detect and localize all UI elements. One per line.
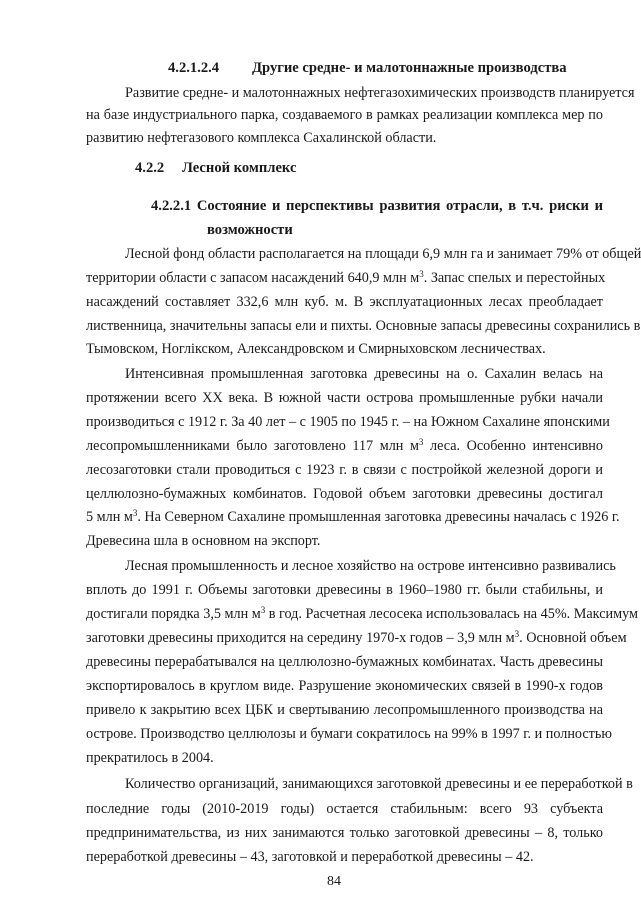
heading-title-line2: возможности: [207, 222, 293, 238]
paragraph-line: прекратилось в 2004.: [86, 750, 214, 766]
heading-4-2-2-1-line2: [207, 222, 293, 239]
paragraph-line: территории области с запасом насаждений 640,9 млн $м^3$. Запас спелых и перестойных: [86, 269, 606, 286]
paragraph-line: Древесина шла в основном на экспорт.: [86, 533, 321, 549]
heading-title: Другие средне- и малотоннажные производства: [252, 60, 567, 76]
superscript: 3: [132, 508, 138, 518]
heading-4-2-1-2-4: [168, 60, 567, 77]
paragraph-line: древесины перерабатывался на целлюлозно-бумажных комбинатах. Часть древесины: [86, 654, 603, 670]
paragraph-line: достигали порядка 3,5 млн $м^3$ в год. Расчетная лесосека использовалась на 45%. Максимум: [86, 605, 638, 622]
paragraph-line: Тымовском, Ноглікском, Александровском и Смирныховском лесничествах.: [86, 341, 546, 357]
paragraph-line: Интенсивная промышленная заготовка древесины на о. Сахалин велась на: [125, 366, 603, 382]
paragraph-line: заготовки древесины приходится на середину 1970-х годов – 3,9 млн $м^3$. Основной объем: [86, 629, 627, 646]
paragraph-line: целлюлозно-бумажных комбинатов. Годовой объем заготовки древесины достигал: [86, 486, 603, 502]
paragraph-line: развитию нефтегазового комплекса Сахалинской области.: [86, 130, 437, 146]
paragraph-line: 5 млн $м^3$. На Северном Сахалине промышленная заготовка древесины началась с 1926 г.: [86, 508, 620, 525]
paragraph-line: предпринимательства, из них занимаются только заготовкой древесины – 8, только: [86, 825, 603, 841]
page-number: 84: [327, 874, 341, 889]
superscript: 3: [419, 269, 424, 279]
paragraph-line: вплоть до 1991 г. Объемы заготовки древесины в 1960–1980 гг. были стабильны, и: [86, 582, 603, 598]
heading-number: 4.2.2.1: [151, 198, 192, 214]
heading-number: 4.2.1.2.4: [168, 60, 220, 76]
paragraph-line: насаждений составляет 332,6 млн куб. м. В эксплуатационных лесах преобладает: [86, 294, 603, 310]
heading-number: 4.2.2: [135, 160, 165, 176]
paragraph-line: Развитие средне- и малотоннажных нефтегазохимических производств планируется: [125, 85, 635, 101]
paragraph-line: Количество организаций, занимающихся заготовкой древесины и ее переработкой в: [125, 776, 633, 792]
paragraph-line: привело к закрытию всех ЦБК и свертыванию лесопромышленного производства на: [86, 702, 603, 718]
paragraph-line: лиственница, значительны запасы ели и пихты. Основные запасы древесины сохранились в: [86, 318, 641, 334]
superscript: 3: [260, 605, 266, 615]
heading-title: Лесной комплекс: [182, 160, 297, 176]
heading-title-line1: Состояние и перспективы развития отрасли, в т.ч. риски и: [196, 198, 603, 214]
paragraph-line: переработкой древесины – 43, заготовкой и переработкой древесины – 42.: [86, 849, 534, 865]
superscript: 3: [514, 629, 520, 639]
heading-4-2-2: [135, 160, 296, 177]
paragraph-line: последние годы (2010-2019 годы) остается стабильным: всего 93 субъекта: [86, 801, 603, 817]
paragraph-line: лесозаготовки стали проводиться с 1923 г. в связи с постройкой железной дороги и: [86, 462, 603, 478]
paragraph-line: Лесной фонд области располагается на площади 6,9 млн га и занимает 79% от общей: [125, 246, 641, 262]
paragraph-line: протяжении всего XX века. В южной части острова промышленные рубки начали: [86, 390, 603, 406]
paragraph-line: экспортировалось в круглом виде. Разрушение экономических связей в 1990-х годов: [86, 678, 603, 694]
paragraph-line: острове. Производство целлюлозы и бумаги сократилось на 99% в 1997 г. и полностью: [86, 726, 612, 742]
superscript: 3: [418, 437, 424, 447]
heading-4-2-2-1: [151, 198, 603, 215]
paragraph-line: Лесная промышленность и лесное хозяйство на острове интенсивно развивались: [125, 558, 616, 574]
paragraph-line: лесопромышленниками было заготовлено 117 млн $м^3$ леса. Особенно интенсивно: [86, 437, 603, 454]
paragraph-line: на базе индустриального парка, создаваемого в рамках реализации комплекса мер по: [86, 107, 603, 123]
paragraph-line: производиться с 1912 г. За 40 лет – с 1905 по 1945 г. – на Южном Сахалине японскими: [86, 414, 610, 430]
